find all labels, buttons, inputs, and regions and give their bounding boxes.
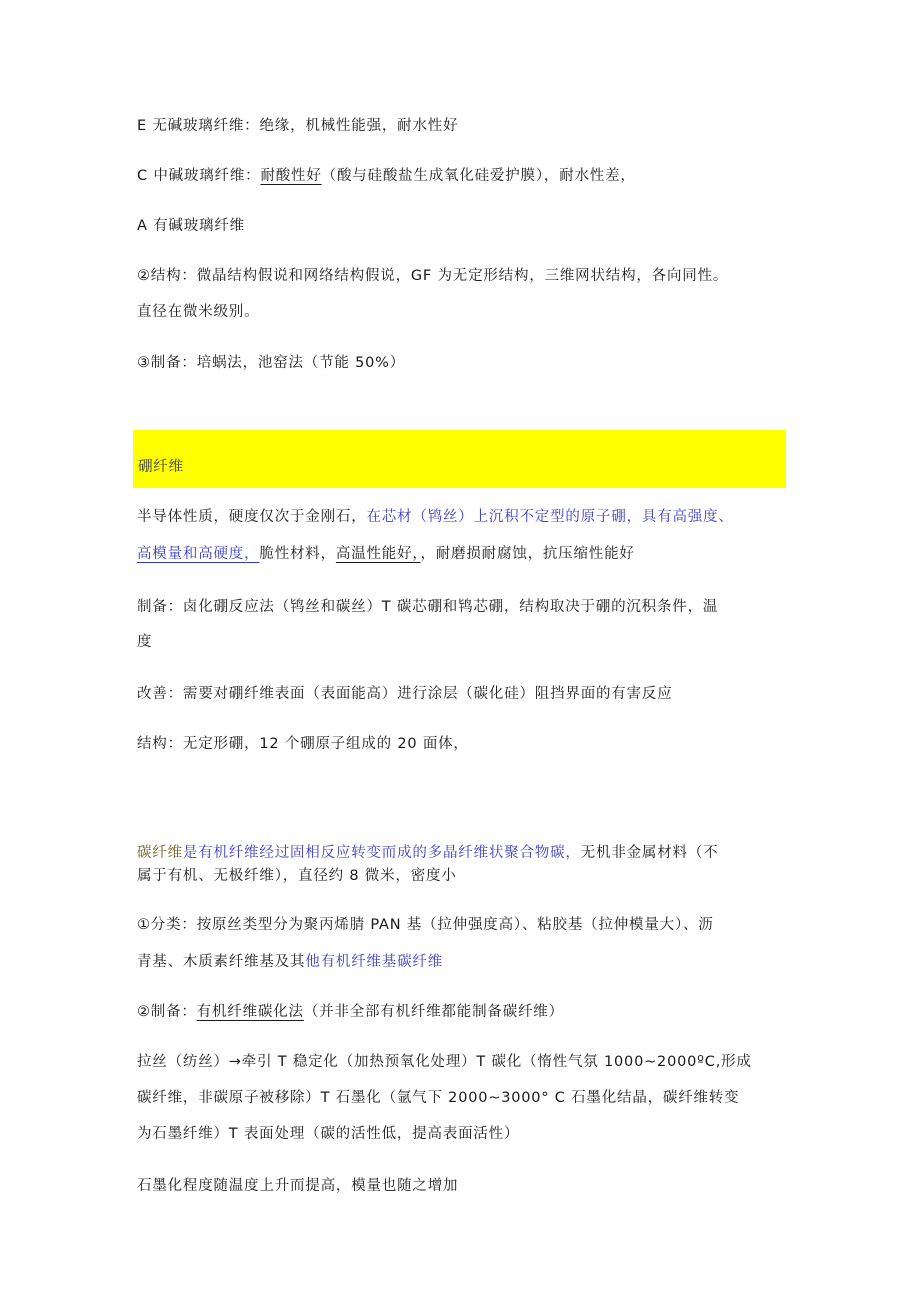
boron-p1-line2-plain2: ，耐磨损耐腐蚀，抗压缩性能好 [420, 546, 635, 562]
carbon-process-line-1: 拉丝（纺丝）→牵引 T 稳定化（加热预氧化处理）T 碳化（惰性气氛 1000~2000ºC,形成 [137, 1054, 752, 1070]
boron-heading-band [133, 430, 786, 488]
carbon-intro-plain: 无机非金属材料（不 [580, 845, 719, 861]
carbon-class-line2-blue: 他有机纤维基碳纤维 [305, 954, 444, 970]
carbon-class-line-1: ①分类：按原丝类型分为聚丙烯腈 PAN 基（拉伸强度高）、粘胶基（拉伸模量大）、沥 [137, 917, 714, 933]
boron-heading: 硼纤维 [138, 459, 184, 475]
boron-p1-line-2 [137, 544, 635, 564]
carbon-prep-line [137, 1002, 564, 1022]
a-glass-line: A 有碱玻璃纤维 [137, 218, 245, 234]
carbon-process-line-2: 碳纤维，非碳原子被移除）T 石墨化（氩气下 2000~3000° C 石墨化结晶，碳纤维转变 [137, 1090, 740, 1106]
glass-prep-line: ③制备：培蜗法，池窑法（节能 50%） [137, 355, 406, 371]
carbon-class-line-2 [137, 952, 443, 972]
boron-prep-line-1: 制备：卤化硼反应法（鸨丝和碳丝）T 碳芯硼和鸨芯硼，结构取决于硼的沉积条件，温 [137, 599, 719, 615]
carbon-intro-blue: 是有机纤维经过固相反应转变而成的多晶纤维状聚合物碳， [182, 845, 581, 861]
carbon-process-line-3: 为石墨纤维）T 表面处理（碳的活性低，提高表面活性） [137, 1126, 520, 1142]
boron-prep-line-2: 度 [137, 634, 153, 650]
carbon-graphitization-line: 石墨化程度随温度上升而提高，模量也随之增加 [137, 1178, 459, 1194]
boron-p1-line2-plain1: 脆性材料， [259, 546, 336, 562]
glass-structure-line-1: ②结构：微晶结构假说和网络结构假说，GF 为无定形结构，三维网状结构，各向同性。 [137, 268, 729, 284]
glass-structure-line-2: 直径在微米级别。 [137, 304, 260, 320]
boron-p1-line2-underlined: 高温性能好， [335, 546, 421, 562]
e-glass-line: E 无碱玻璃纤维：绝缘，机械性能强，耐水性好 [137, 118, 459, 134]
carbon-intro-line-1 [137, 843, 718, 863]
boron-improve-line: 改善：需要对硼纤维表面（表面能高）进行涂层（碳化硅）阻挡界面的有害反应 [137, 686, 673, 702]
carbon-class-line2-plain: 青基、木质素纤维基及其 [137, 954, 306, 970]
carbon-intro-term: 碳纤维 [137, 845, 183, 861]
carbon-prep-prefix: ②制备： [137, 1004, 197, 1020]
carbon-prep-underlined: 有机纤维碳化法 [196, 1004, 304, 1020]
boron-structure-line: 结构：无定形硼，12 个硼原子组成的 20 面体， [137, 736, 469, 752]
carbon-prep-suffix: （并非全部有机纤维都能制备碳纤维） [303, 1004, 564, 1020]
boron-p1-line-1 [137, 507, 734, 527]
boron-p1-blue: 在芯材（鸨丝）上沉积不定型的原子硼，具有高强度、 [366, 509, 734, 525]
boron-p1-line2-blue: 高模量和高硬度， [137, 546, 260, 562]
boron-p1-plain: 半导体性质，硬度仅次于金刚石， [137, 509, 367, 525]
c-glass-prefix: C 中碱玻璃纤维： [137, 168, 261, 184]
c-glass-underlined: 耐酸性好 [260, 168, 322, 184]
c-glass-line [137, 166, 636, 186]
c-glass-suffix: （酸与硅酸盐生成氧化硅爱护膜），耐水性差， [321, 168, 636, 184]
carbon-intro-line-2: 属于有机、无极纤维），直径约 8 微米，密度小 [137, 868, 457, 884]
